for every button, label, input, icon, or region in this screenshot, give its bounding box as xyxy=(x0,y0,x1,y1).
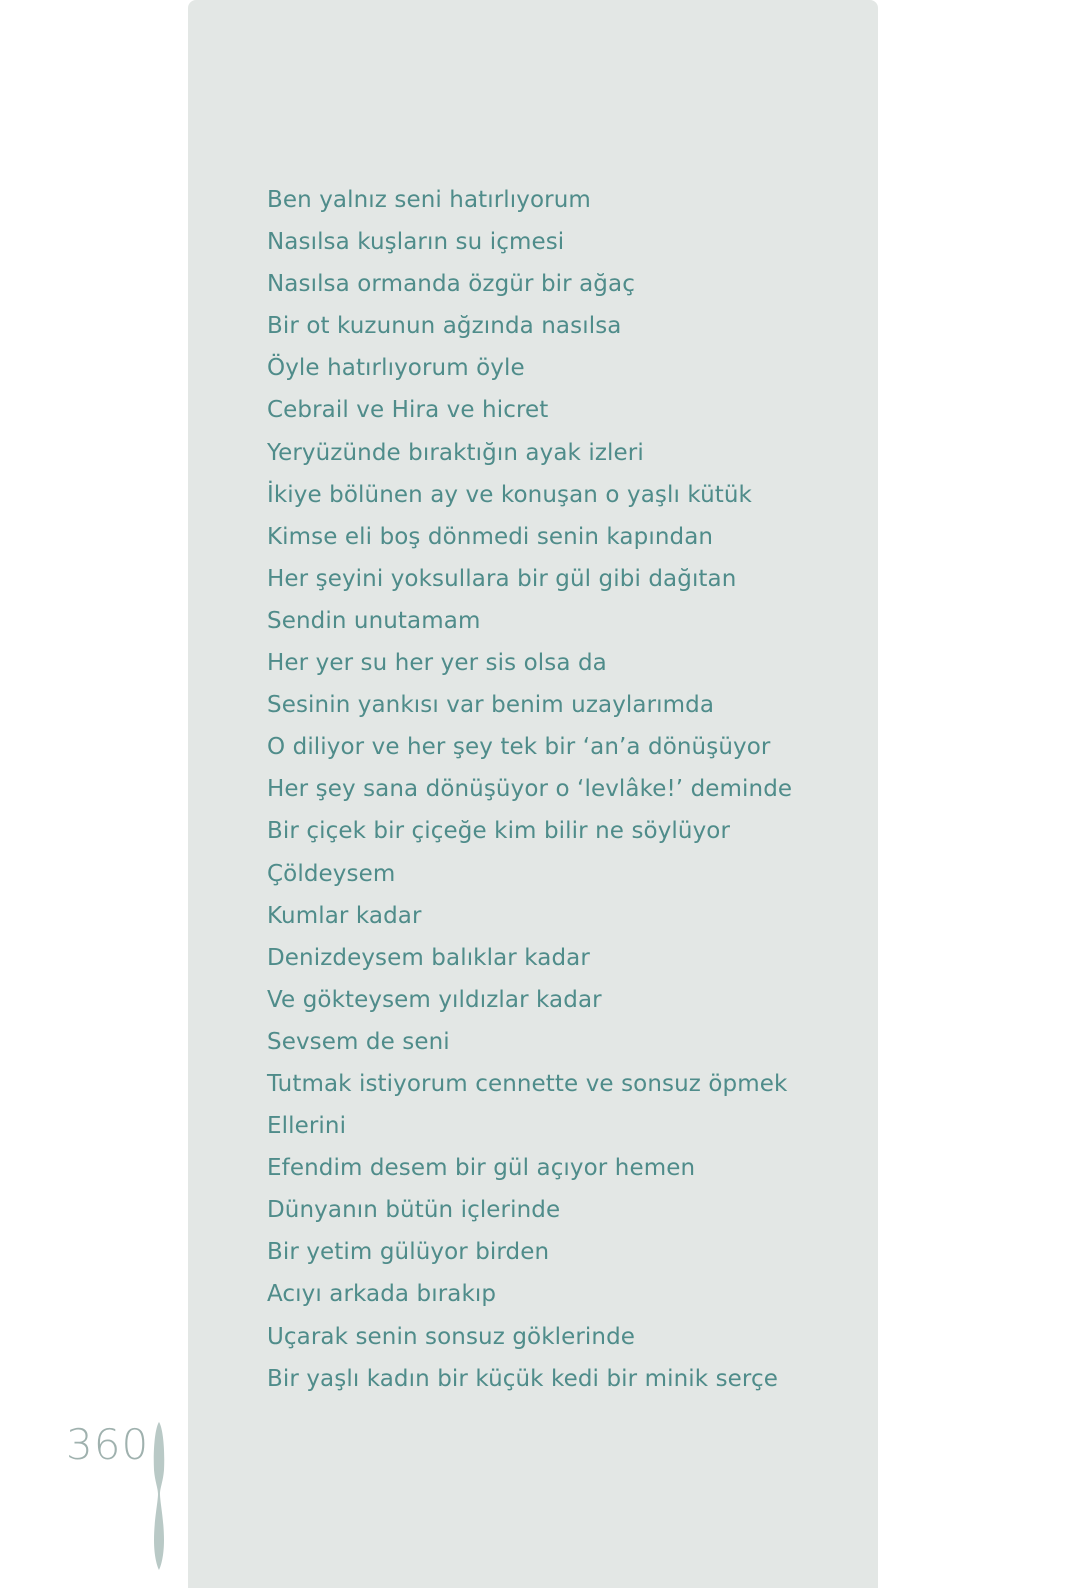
poem-text xyxy=(267,179,792,1400)
poem-line: Öyle hatırlıyorum öyle xyxy=(267,355,525,382)
poem-line: Ben yalnız seni hatırlıyorum xyxy=(267,187,591,213)
poem-line: Bir yetim gülüyor birden xyxy=(267,1239,550,1266)
poem-line: Bir ot kuzunun ağzında nasılsa xyxy=(267,313,622,340)
poem-line: Efendim desem bir gül açıyor hemen xyxy=(267,1155,696,1182)
poem-line: Sendin unutamam xyxy=(267,607,481,634)
poem-line: Nasılsa ormanda özgür bir ağaç xyxy=(267,271,635,298)
poem-line: Bir yaşlı kadın bir küçük kedi bir minik serçe xyxy=(267,1365,778,1392)
poem-line: İkiye bölünen ay ve konuşan o yaşlı kütük xyxy=(267,481,752,508)
poem-line: Her şeyini yoksullara bir gül gibi dağıtan xyxy=(267,565,737,592)
poem-line: Kimse eli boş dönmedi senin kapından xyxy=(267,523,714,550)
poem-line: O diliyor ve her şey tek bir ‘an’a dönüşüyor xyxy=(267,734,771,761)
page-number: 360 xyxy=(66,1420,150,1469)
poem-line: Çöldeysem xyxy=(267,860,396,887)
poem-line: Her yer su her yer sis olsa da xyxy=(267,650,607,677)
poem-line: Bir çiçek bir çiçeğe kim bilir ne söylüyor xyxy=(267,818,731,845)
poem-line: Nasılsa kuşların su içmesi xyxy=(267,229,565,256)
poem-line: Tutmak istiyorum cennette ve sonsuz öpmek xyxy=(267,1070,788,1097)
poem-line: Uçarak senin sonsuz göklerinde xyxy=(267,1323,636,1350)
poem-line: Denizdeysem balıklar kadar xyxy=(267,944,590,971)
poem-line: Ellerini xyxy=(267,1113,347,1140)
poem-line: Dünyanın bütün içlerinde xyxy=(267,1197,561,1224)
poem-line: Sevsem de seni xyxy=(267,1028,450,1055)
poem-line: Yeryüzünde bıraktığın ayak izleri xyxy=(267,439,644,466)
poem-line: Sesinin yankısı var benim uzaylarımda xyxy=(267,692,715,719)
page-ornament-icon xyxy=(148,1420,170,1570)
poem-line: Kumlar kadar xyxy=(267,902,422,929)
poem-line: Cebrail ve Hira ve hicret xyxy=(267,397,549,424)
poem-line: Acıyı arkada bırakıp xyxy=(267,1281,497,1308)
poem-line: Her şey sana dönüşüyor o ‘levlâke!’ deminde xyxy=(267,776,793,803)
poem-line: Ve gökteysem yıldızlar kadar xyxy=(267,986,602,1013)
